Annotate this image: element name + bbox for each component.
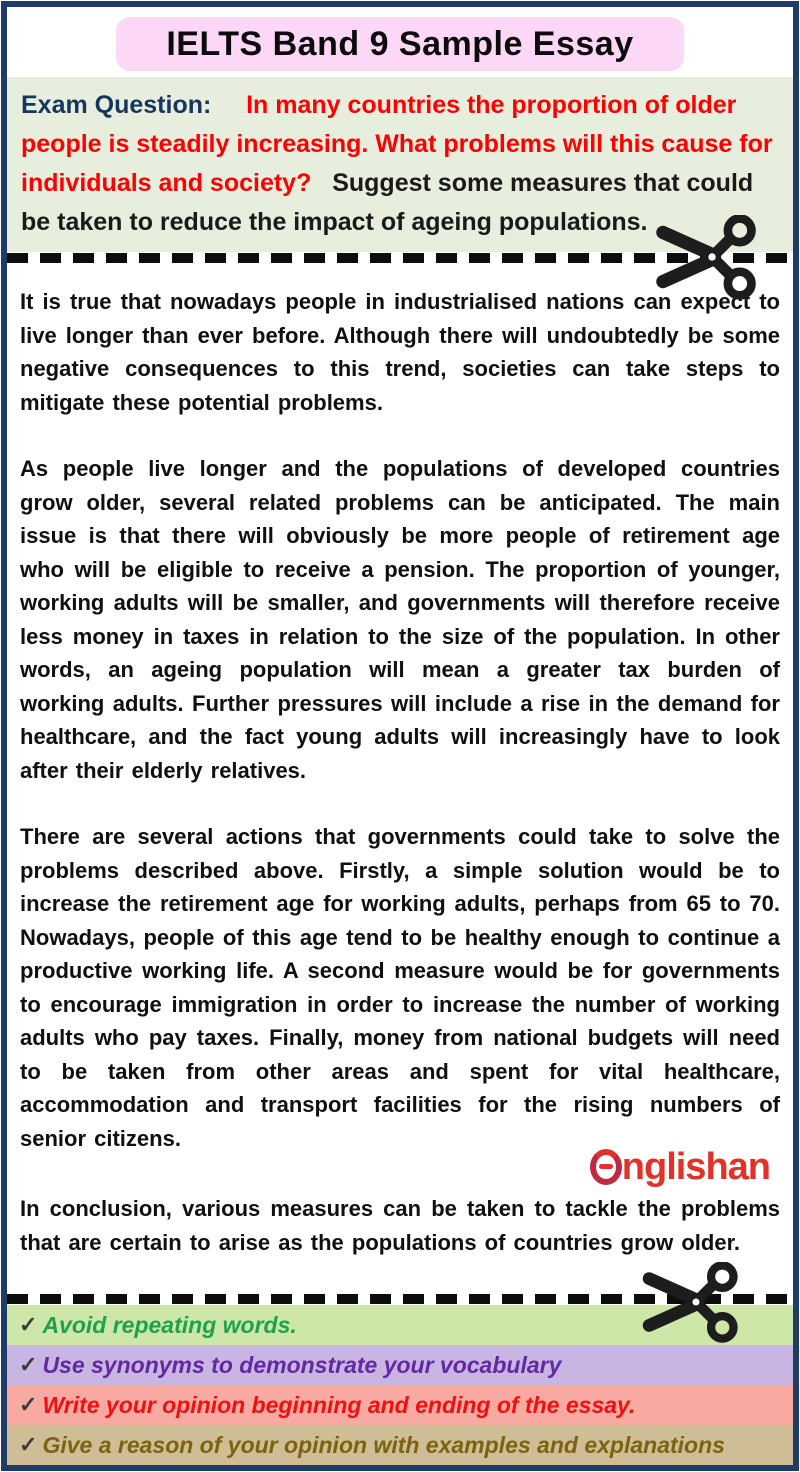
checkmark-icon: ✓ xyxy=(19,1392,38,1417)
essay-paragraph-2: As people live longer and the populations of developed countries grow older, several related problems can be anticipated. The main issue is that there will obviously be more people of retirement age who will be eligible to receive a pension. The proportion of younger, working adults will be smaller, and governments will therefore receive less money in taxes in relation to the size of the population. In other words, an ageing population will mean a greater tax burden of working adults. Further pressures will include a rise in the demand for healthcare, and the fact young adults will increasingly have to look after their elderly relatives. xyxy=(20,456,780,783)
title-box xyxy=(116,17,684,71)
checkmark-icon: ✓ xyxy=(19,1312,38,1337)
scissors-icon xyxy=(639,1262,749,1344)
englishan-logo-e-icon xyxy=(590,1149,622,1185)
spacer xyxy=(218,91,239,119)
exam-question-rest: Suggest some measures that could be taken to reduce the impact of ageing populations. xyxy=(21,169,754,236)
tip-text: Write your opinion beginning and ending of the essay. xyxy=(42,1391,636,1418)
spacer xyxy=(318,169,325,197)
essay-paragraph-3: There are several actions that governments could take to solve the problems described above. Firstly, a simple solution would be to increase the retirement age for working adults, perhaps from 65 to 70. Nowadays, people of this age tend to be healthy enough to continue a productive working life. A second measure would be for governments to encourage immigration in order to increase the number of working adults who pay taxes. Finally, money from national budgets will need to be taken from other areas and spent for vital healthcare, accommodation and transport facilities for the rising numbers of senior citizens. xyxy=(20,824,780,1151)
tip-text: Avoid repeating words. xyxy=(42,1311,297,1338)
tip-text: Use synonyms to demonstrate your vocabulary xyxy=(42,1351,562,1378)
scissors-icon xyxy=(653,215,767,301)
cut-line-top xyxy=(7,252,793,264)
essay-body xyxy=(7,264,793,1293)
essay-paragraph-1: It is true that nowadays people in industrialised nations can expect to live longer than ever before. Although there will undoubtedly be some negative consequences to this trend, societies can take steps to mitigate these potential problems. xyxy=(20,289,780,415)
page-title: IELTS Band 9 Sample Essay xyxy=(166,24,634,63)
tip-write-opinion xyxy=(7,1385,793,1425)
tip-give-reason xyxy=(7,1425,793,1465)
englishan-logo-text: nglishan xyxy=(621,1146,770,1188)
tip-use-synonyms xyxy=(7,1345,793,1385)
checkmark-icon: ✓ xyxy=(19,1432,38,1457)
exam-question-highlight: In many countries the proportion of older people is steadily increasing. What problems will this cause for individuals and society? xyxy=(21,91,773,197)
exam-question-label: Exam Question: xyxy=(21,91,212,119)
cut-line-bottom xyxy=(7,1293,793,1305)
tip-text: Give a reason of your opinion with examples and explanations xyxy=(42,1431,725,1458)
essay-paragraph-4: In conclusion, various measures can be taken to tackle the problems that are certain to arise as the populations of countries grow older. xyxy=(20,1196,780,1255)
checkmark-icon: ✓ xyxy=(19,1352,38,1377)
